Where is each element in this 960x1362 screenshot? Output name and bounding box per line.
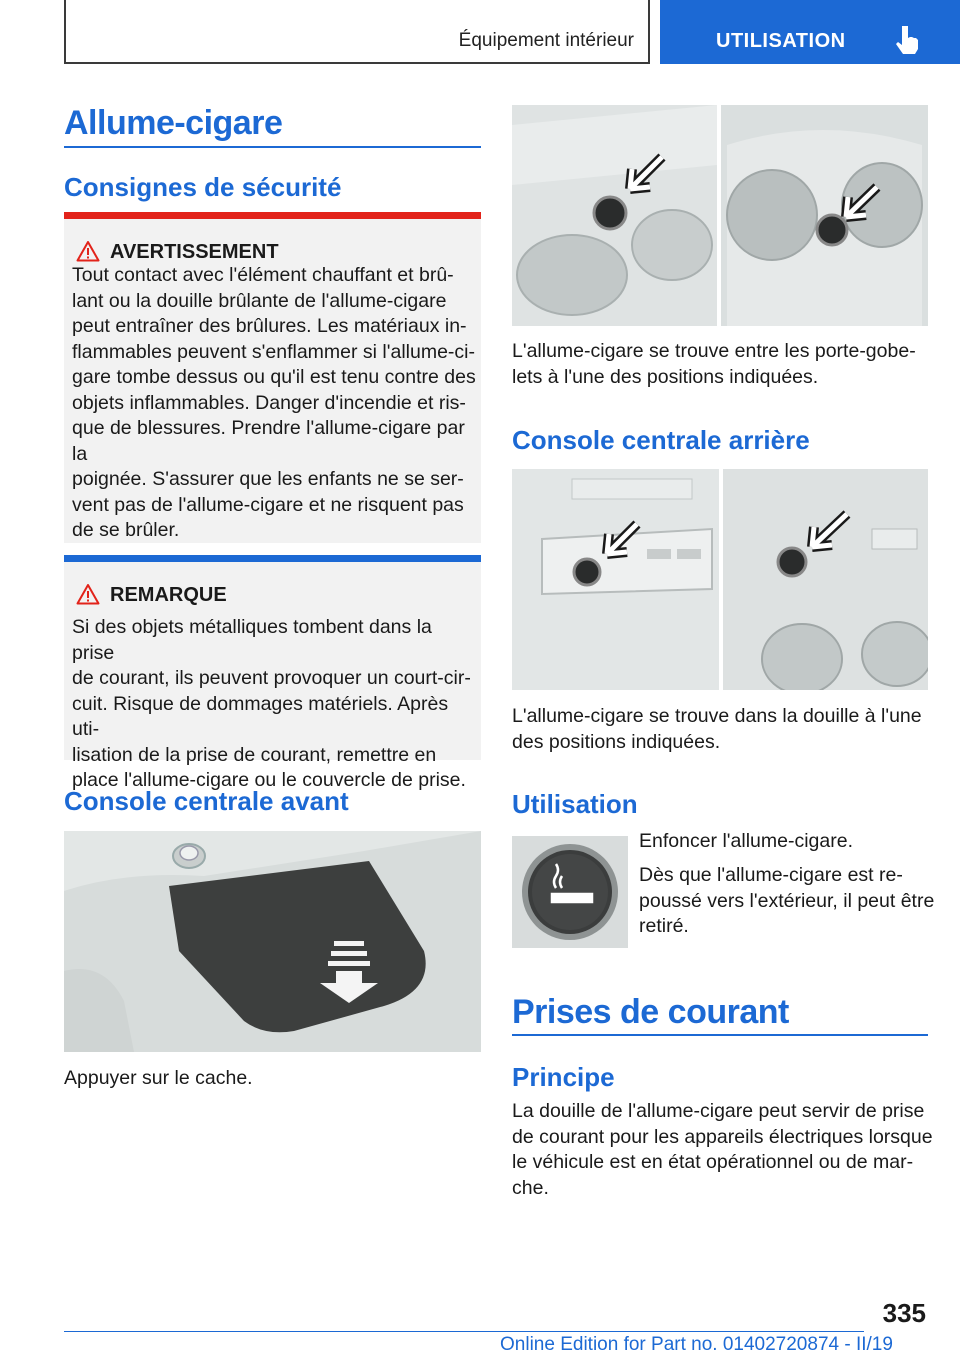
- safety-heading: Consignes de sécurité: [64, 172, 342, 202]
- pointing-hand-icon: [894, 24, 922, 56]
- use-heading: Utilisation: [512, 789, 638, 819]
- footer-edition: Online Edition for Part no. 01402720874 - II/19: [500, 1334, 893, 1355]
- warning-bar: [64, 212, 481, 219]
- header-chapter-tab[interactable]: [660, 0, 960, 64]
- front-console-lighter-image: [512, 105, 928, 326]
- rear-console-lighter-image: [512, 469, 928, 690]
- page-title: Allume-cigare: [64, 104, 283, 142]
- rear-console-heading: Console centrale arrière: [512, 425, 810, 455]
- warning-triangle-icon: [76, 583, 100, 605]
- rear-lighter-caption: L'allume-cigare se trouve dans la douille à l'une des positions indiquées.: [512, 705, 922, 753]
- remark-bar: [64, 555, 481, 562]
- front-console-heading: Console centrale avant: [64, 786, 349, 816]
- cigarette-lighter-image: [512, 836, 628, 948]
- footer-rule: [64, 1331, 864, 1332]
- outlets-rule: [512, 1034, 928, 1036]
- header-section-title: Équipement intérieur: [458, 30, 634, 51]
- page-number: 335: [882, 1298, 926, 1328]
- warning-text: Tout contact avec l'élément chauffant et brû- lant ou la douille brûlante de l'allume-cigare peut entraîner des brûlures. Les matériaux in- flammables peuvent s'enflammer si l'allume-ci- gare tombe dessus ou qu'il est tenu contre des objets inflammables. Danger d'incendie et ris- que de blessures. Prendre l'allume-cigare par la poignée. S'assurer que les enfants ne se ser- vent pas de l'allume-cigare et ne risquent pas de se brûler.: [72, 264, 476, 541]
- front-lighter-caption: L'allume-cigare se trouve entre les porte-gobe- lets à l'une des positions indiquées.: [512, 340, 916, 388]
- header-section-box: [64, 0, 650, 64]
- use-step-1: Enfoncer l'allume-cigare.: [639, 830, 853, 852]
- title-rule: [64, 146, 481, 148]
- remark-box: [64, 555, 481, 791]
- front-console-caption: Appuyer sur le cache.: [64, 1067, 253, 1089]
- header-chapter-label: UTILISATION: [716, 30, 846, 52]
- principle-text: La douille de l'allume-cigare peut servir de prise de courant pour les appareils électriques lorsque le véhicule est en état opérationnel ou de mar- che.: [512, 1100, 933, 1199]
- remark-label: REMARQUE: [110, 584, 227, 606]
- principle-heading: Principe: [512, 1062, 615, 1092]
- warning-box: [64, 212, 481, 543]
- front-console-cover-image: [64, 831, 481, 1052]
- use-step-2: Dès que l'allume-cigare est re- poussé vers l'extérieur, il peut être retiré.: [639, 864, 935, 937]
- remark-text: Si des objets métalliques tombent dans la prise de courant, ils peuvent provoquer un court-cir- cuit. Risque de dommages matériels. Après uti- lisation de la prise de courant, remettre en place l'allume-cigare ou le couvercle de prise.: [72, 616, 471, 791]
- warning-label: AVERTISSEMENT: [110, 241, 279, 263]
- warning-triangle-icon: [76, 240, 100, 262]
- outlets-title: Prises de courant: [512, 993, 789, 1031]
